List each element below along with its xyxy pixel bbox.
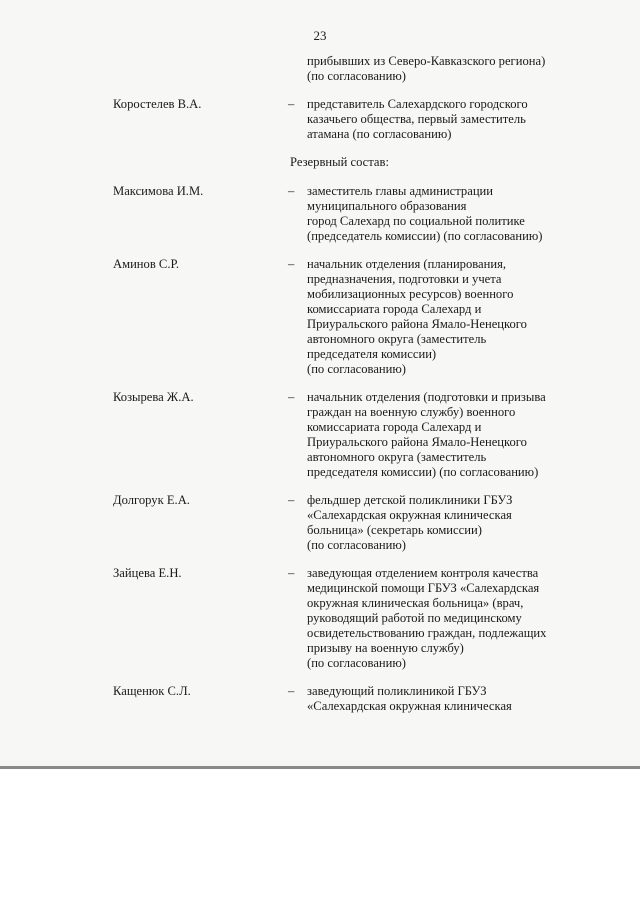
dash: – (288, 493, 295, 507)
member-role-line: начальник отделения (подготовки и призыва (307, 390, 546, 404)
member-name: Коростелев В.А. (113, 97, 202, 111)
member-role-line: муниципального образования (307, 199, 467, 213)
continuation-line: (по согласованию) (307, 69, 407, 83)
member-role-line: (по согласованию) (307, 538, 407, 552)
member-role-line: «Салехардская окружная клиническая (307, 508, 512, 522)
member-role-line: комиссариата города Салехард и (307, 420, 482, 434)
dash: – (288, 97, 295, 111)
member-role-line: мобилизационных ресурсов) военного (307, 287, 514, 301)
reserve-heading: Резервный состав: (290, 155, 389, 169)
dash: – (288, 184, 295, 198)
member-role-line: комиссариата города Салехард и (307, 302, 482, 316)
member-role-line: медицинской помощи ГБУЗ «Салехардская (307, 581, 540, 595)
member-name: Аминов С.Р. (113, 257, 180, 271)
member-role-line: атамана (по согласованию) (307, 127, 452, 141)
member-role-line: (по согласованию) (307, 656, 407, 670)
member-role-line: заведующий поликлиникой ГБУЗ (307, 684, 487, 698)
member-role-line: предназначения, подготовки и учета (307, 272, 502, 286)
member-role-line: освидетельствованию граждан, подлежащих (307, 626, 547, 640)
member-role-line: призыву на военную службу) (307, 641, 464, 655)
member-role-line: граждан на военную службу) военного (307, 405, 516, 419)
member-role-line: представитель Салехардского городского (307, 97, 528, 111)
member-name: Зайцева Е.Н. (113, 566, 182, 580)
member-role-line: автономного округа (заместитель (307, 450, 487, 464)
dash: – (288, 566, 295, 580)
page-number: 23 (313, 28, 327, 43)
member-role-line: казачьего общества, первый заместитель (307, 112, 526, 126)
member-role-line: больница» (секретарь комиссии) (307, 523, 482, 537)
member-role-line: автономного округа (заместитель (307, 332, 487, 346)
member-role-line: председателя комиссии) (307, 347, 437, 361)
member-role-line: окружная клиническая больница» (врач, (307, 596, 524, 610)
member-name: Долгорук Е.А. (113, 493, 190, 507)
dash: – (288, 257, 295, 271)
scan-edge-divider (0, 766, 640, 769)
member-role-line: «Салехардская окружная клиническая (307, 699, 512, 713)
member-role-line: руководящий работой по медицинскому (307, 611, 522, 625)
member-role-line: город Салехард по социальной политике (307, 214, 525, 228)
member-role-line: Приуральского района Ямало-Ненецкого (307, 317, 527, 331)
dash: – (288, 684, 295, 698)
member-name: Максимова И.М. (113, 184, 204, 198)
member-role-line: (по согласованию) (307, 362, 407, 376)
dash: – (288, 390, 295, 404)
member-role-line: Приуральского района Ямало-Ненецкого (307, 435, 527, 449)
member-role-line: заместитель главы администрации (307, 184, 494, 198)
continuation-line: прибывших из Северо-Кавказского региона) (307, 54, 546, 68)
member-role-line: (председатель комиссии) (по согласованию) (307, 229, 543, 243)
member-name: Козырева Ж.А. (113, 390, 194, 404)
member-name: Кащенюк С.Л. (113, 684, 191, 698)
member-role-line: начальник отделения (планирования, (307, 257, 507, 271)
member-role-line: фельдшер детской поликлиники ГБУЗ (307, 493, 513, 507)
member-role-line: заведующая отделением контроля качества (307, 566, 539, 580)
member-role-line: председателя комиссии) (по согласованию) (307, 465, 539, 479)
